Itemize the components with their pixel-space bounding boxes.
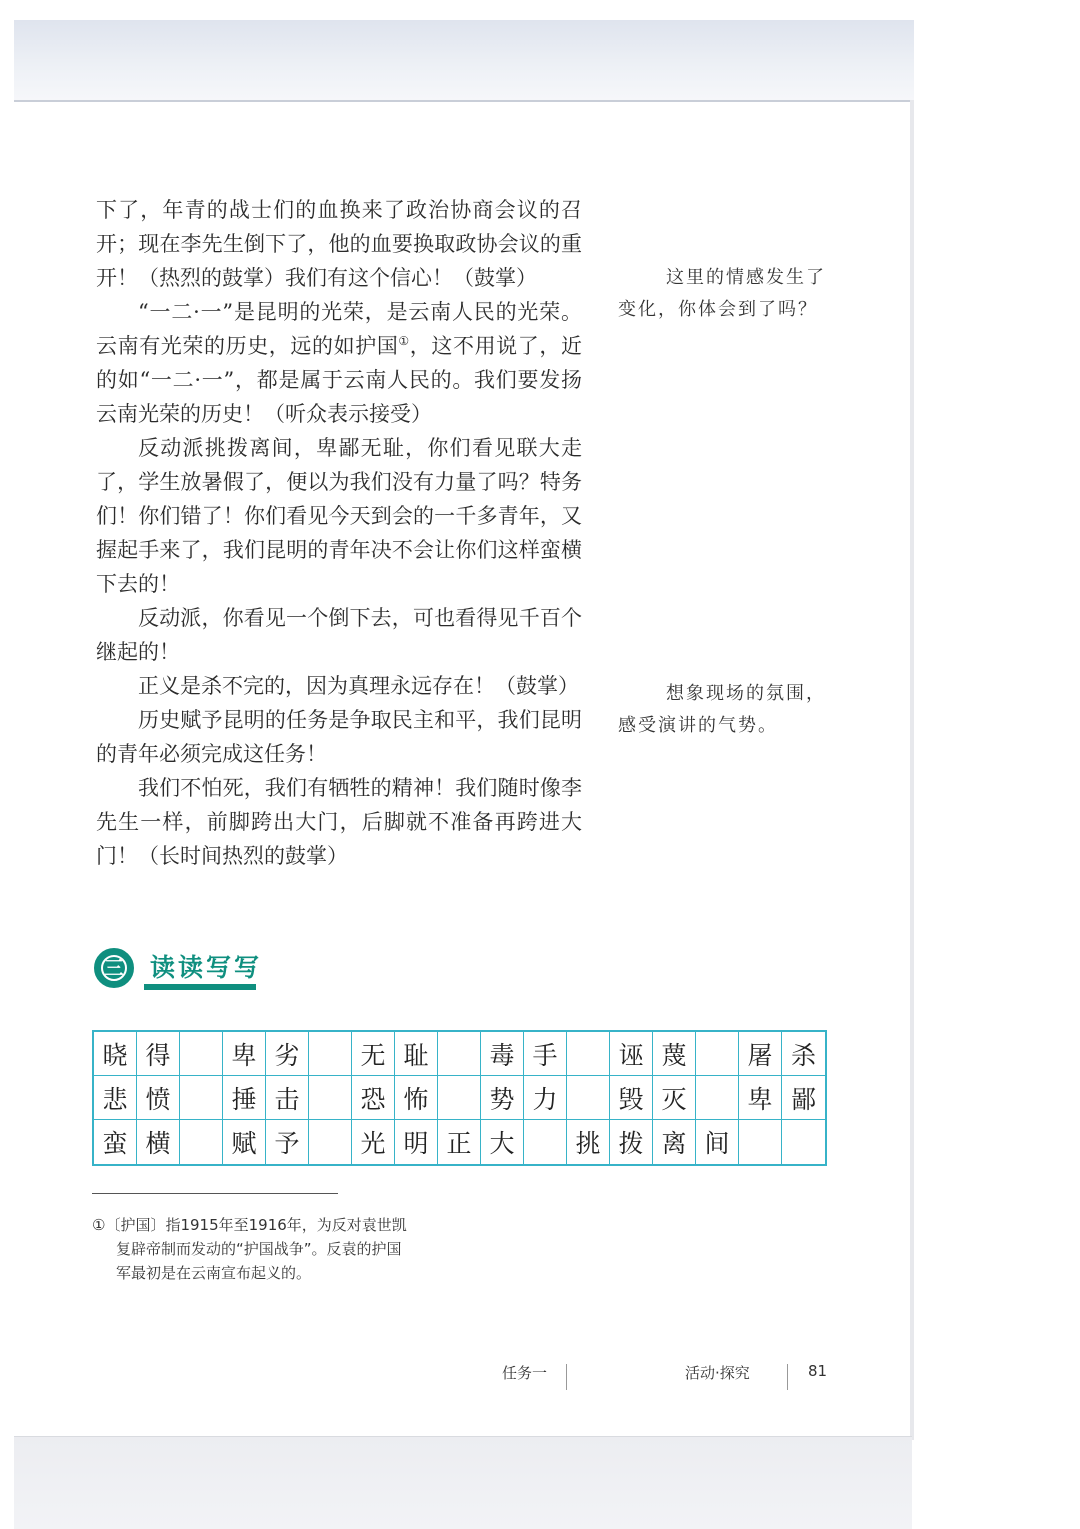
grid-cell xyxy=(309,1032,352,1076)
side-note-line: 变化，你体会到了吗？ xyxy=(618,299,818,320)
grid-cell: 悲 xyxy=(94,1076,137,1120)
paragraph-text: “一二·一”是昆明的光荣，是云南人民的光荣。云南有光荣的历史，远的如护国 xyxy=(96,300,582,358)
side-note-line: 这里的情感发生了 xyxy=(666,267,826,288)
bottom-scan-band xyxy=(14,1436,912,1529)
footnote-marker[interactable]: ① xyxy=(398,334,410,348)
grid-cell: 横 xyxy=(137,1120,180,1164)
page-edge xyxy=(910,100,914,1440)
grid-cell xyxy=(438,1032,481,1076)
grid-cell: 手 xyxy=(524,1032,567,1076)
grid-cell: 捶 xyxy=(223,1076,266,1120)
grid-cell: 卑 xyxy=(739,1076,782,1120)
grid-cell: 明 xyxy=(395,1120,438,1164)
speech-paragraph: 下了，年青的战士们的血换来了政治协商会议的召开；现在李先生倒下了，他的血要换取政协会议的重开！（热烈的鼓掌）我们有这个信心！（鼓掌） xyxy=(96,198,582,290)
grid-cell xyxy=(782,1120,825,1164)
side-note-atmosphere xyxy=(618,678,842,742)
section-number: 三 xyxy=(104,957,124,979)
grid-cell: 击 xyxy=(266,1076,309,1120)
grid-cell: 无 xyxy=(352,1032,395,1076)
grid-cell xyxy=(696,1032,739,1076)
paragraph-text: ，这不用说了，近的如“一二·一”，都是属于云南人民的。我们要发扬云南光荣的历史！（听众表示接受） xyxy=(96,334,582,426)
grid-cell: 势 xyxy=(481,1076,524,1120)
grid-cell: 予 xyxy=(266,1120,309,1164)
section-heading xyxy=(94,946,294,996)
section-title: 读读写写 xyxy=(150,953,263,982)
section-underline xyxy=(144,984,256,990)
grid-cell: 正 xyxy=(438,1120,481,1164)
vocabulary-grid xyxy=(92,1030,827,1166)
grid-cell xyxy=(696,1076,739,1120)
footnote-line: ①〔护国〕指1915年至1916年，为反对袁世凯 xyxy=(92,1216,407,1234)
grid-cell: 劣 xyxy=(266,1032,309,1076)
page-number: 81 xyxy=(808,1362,828,1380)
grid-cell: 得 xyxy=(137,1032,180,1076)
grid-cell: 蔑 xyxy=(653,1032,696,1076)
footer-separator xyxy=(787,1364,788,1390)
grid-cell: 毒 xyxy=(481,1032,524,1076)
grid-row xyxy=(94,1032,825,1076)
grid-cell: 离 xyxy=(653,1120,696,1164)
footnote-line: 复辟帝制而发动的“护国战争”。反袁的护国 xyxy=(116,1240,402,1258)
side-note-emotion xyxy=(618,262,842,326)
footer-separator xyxy=(566,1364,567,1390)
grid-cell: 挑 xyxy=(567,1120,610,1164)
footer-section: 活动·探究 xyxy=(685,1364,750,1382)
side-note-line: 想象现场的氛围， xyxy=(666,683,826,704)
section-number-icon xyxy=(94,948,134,988)
footnote-divider xyxy=(92,1193,338,1194)
speech-paragraph: 我们不怕死，我们有牺牲的精神！我们随时像李先生一样，前脚跨出大门，后脚就不准备再跨进大门！（长时间热烈的鼓掌） xyxy=(96,776,582,868)
speech-paragraph: 历史赋予昆明的任务是争取民主和平，我们昆明的青年必须完成这任务！ xyxy=(96,708,582,766)
top-header-band xyxy=(14,20,914,102)
grid-cell xyxy=(739,1120,782,1164)
grid-cell xyxy=(567,1076,610,1120)
speech-paragraph xyxy=(96,295,582,431)
grid-cell: 毁 xyxy=(610,1076,653,1120)
grid-cell xyxy=(524,1120,567,1164)
grid-cell xyxy=(180,1032,223,1076)
grid-cell: 愤 xyxy=(137,1076,180,1120)
footnote xyxy=(92,1213,452,1285)
grid-cell: 鄙 xyxy=(782,1076,825,1120)
grid-cell: 屠 xyxy=(739,1032,782,1076)
grid-cell: 怖 xyxy=(395,1076,438,1120)
grid-cell: 灭 xyxy=(653,1076,696,1120)
grid-cell xyxy=(309,1120,352,1164)
grid-cell: 诬 xyxy=(610,1032,653,1076)
grid-cell: 耻 xyxy=(395,1032,438,1076)
grid-row xyxy=(94,1120,825,1164)
grid-cell: 大 xyxy=(481,1120,524,1164)
grid-cell xyxy=(567,1032,610,1076)
footnote-line: 军最初是在云南宣布起义的。 xyxy=(116,1264,312,1282)
speech-paragraph: 反动派，你看见一个倒下去，可也看得见千百个继起的！ xyxy=(96,606,582,664)
grid-cell: 光 xyxy=(352,1120,395,1164)
speech-body xyxy=(96,193,582,873)
grid-cell: 蛮 xyxy=(94,1120,137,1164)
grid-cell: 拨 xyxy=(610,1120,653,1164)
grid-cell: 力 xyxy=(524,1076,567,1120)
grid-cell: 恐 xyxy=(352,1076,395,1120)
grid-cell xyxy=(180,1120,223,1164)
grid-cell: 晓 xyxy=(94,1032,137,1076)
speech-paragraph: 正义是杀不完的，因为真理永远存在！（鼓掌） xyxy=(138,674,579,698)
grid-cell xyxy=(438,1076,481,1120)
grid-cell: 杀 xyxy=(782,1032,825,1076)
side-note-line: 感受演讲的气势。 xyxy=(618,715,778,736)
grid-row xyxy=(94,1076,825,1120)
speech-paragraph: 反动派挑拨离间，卑鄙无耻，你们看见联大走了，学生放暑假了，便以为我们没有力量了吗？特务们！你们错了！你们看见今天到会的一千多青年，又握起手来了，我们昆明的青年决不会让你们这样蛮横下去的！ xyxy=(96,436,582,596)
grid-cell xyxy=(309,1076,352,1120)
grid-cell xyxy=(180,1076,223,1120)
grid-cell: 赋 xyxy=(223,1120,266,1164)
grid-cell: 间 xyxy=(696,1120,739,1164)
grid-cell: 卑 xyxy=(223,1032,266,1076)
footer-task: 任务一 xyxy=(502,1364,548,1382)
